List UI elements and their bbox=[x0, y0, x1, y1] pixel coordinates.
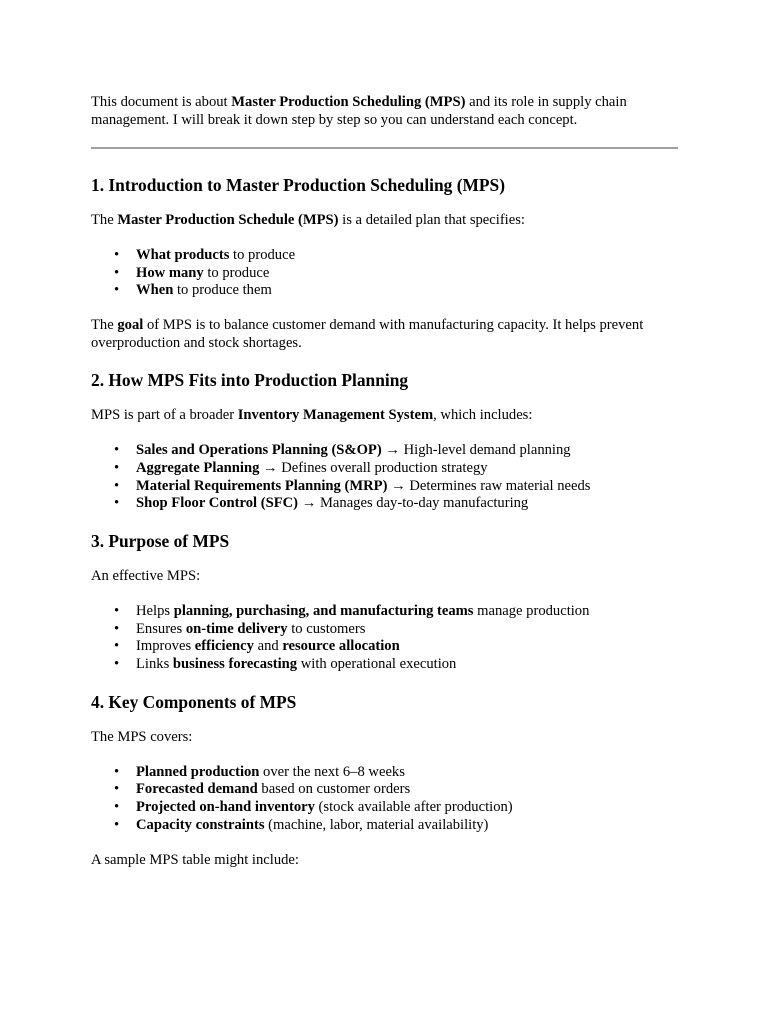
item-text: manage production bbox=[473, 602, 590, 619]
bold-text: goal bbox=[117, 317, 144, 334]
list-item bbox=[114, 799, 678, 817]
section-heading: 3. Purpose of MPS bbox=[91, 531, 230, 552]
bullet-icon: • bbox=[114, 638, 120, 655]
list-item bbox=[114, 246, 678, 265]
text: is a detailed plan that specifies: bbox=[338, 212, 525, 229]
list-item bbox=[114, 620, 678, 639]
item-text: Links bbox=[136, 656, 173, 673]
paragraph bbox=[91, 407, 678, 425]
bullet-list bbox=[91, 247, 678, 300]
horizontal-rule bbox=[91, 147, 678, 149]
list-item bbox=[114, 264, 678, 283]
item-bold: business forecasting bbox=[172, 656, 298, 673]
bullet-icon: • bbox=[114, 816, 120, 833]
list-item bbox=[114, 495, 678, 513]
item-bold: How many bbox=[136, 264, 204, 281]
list-item bbox=[114, 459, 678, 478]
item-text: Ensures bbox=[136, 620, 186, 637]
list-item bbox=[114, 441, 678, 460]
bullet-list bbox=[91, 442, 678, 513]
paragraph: An effective MPS: bbox=[91, 568, 201, 585]
bullet-icon: • bbox=[114, 441, 120, 458]
bold-text: Inventory Management System bbox=[237, 407, 434, 424]
item-bold: Shop Floor Control (SFC) bbox=[136, 495, 299, 512]
list-item bbox=[114, 282, 678, 300]
list-item bbox=[114, 656, 678, 674]
item-bold: Sales and Operations Planning (S&OP) bbox=[136, 441, 382, 458]
item-text: Improves bbox=[136, 638, 195, 655]
section-heading: 2. How MPS Fits into Production Planning bbox=[91, 370, 409, 391]
item-bold: on-time delivery bbox=[185, 620, 288, 637]
item-text: over the next 6–8 weeks bbox=[259, 763, 405, 780]
bullet-icon: • bbox=[114, 656, 120, 673]
item-bold: Forecasted demand bbox=[136, 781, 258, 798]
item-text: and bbox=[253, 638, 283, 655]
item-text: → Manages day-to-day manufacturing bbox=[298, 495, 529, 512]
list-item bbox=[114, 638, 678, 656]
item-bold: What products bbox=[136, 246, 230, 263]
bullet-icon: • bbox=[114, 799, 120, 816]
item-bold: efficiency bbox=[194, 638, 254, 655]
item-bold: Material Requirements Planning (MRP) bbox=[136, 477, 388, 494]
item-text: (machine, labor, material availability) bbox=[264, 816, 489, 833]
item-bold: resource allocation bbox=[282, 638, 400, 655]
item-text: → Defines overall production strategy bbox=[259, 459, 488, 476]
item-text: → Determines raw material needs bbox=[387, 477, 591, 494]
item-bold: Projected on-hand inventory bbox=[136, 799, 315, 816]
item-bold: Aggregate Planning bbox=[136, 459, 260, 476]
bullet-icon: • bbox=[114, 495, 120, 512]
bold-text: Master Production Schedule (MPS) bbox=[117, 212, 339, 229]
item-text: Helps bbox=[136, 602, 174, 619]
bullet-icon: • bbox=[114, 264, 120, 281]
item-text: → High-level demand planning bbox=[381, 441, 571, 458]
intro-text: and its role in supply chain management. I will break it down step by step so you can understand each concept. bbox=[91, 94, 627, 128]
list-item bbox=[114, 816, 678, 835]
bullet-icon: • bbox=[114, 602, 120, 619]
item-text: to produce them bbox=[173, 282, 272, 299]
list-item bbox=[114, 477, 678, 496]
item-text: (stock available after production) bbox=[314, 799, 513, 816]
intro-bold: Master Production Scheduling (MPS) bbox=[231, 94, 466, 110]
text: The bbox=[91, 212, 118, 229]
item-text: based on customer orders bbox=[257, 781, 411, 798]
intro-text: This document is about bbox=[91, 94, 232, 110]
bullet-icon: • bbox=[114, 620, 120, 637]
bullet-icon: • bbox=[114, 246, 120, 263]
text: of MPS is to balance customer demand with manufacturing capacity. It helps prevent overproduction and stock shortages. bbox=[91, 317, 644, 351]
bullet-icon: • bbox=[114, 781, 120, 798]
item-bold: When bbox=[136, 282, 174, 299]
paragraph: A sample MPS table might include: bbox=[91, 851, 299, 868]
list-item bbox=[114, 781, 678, 799]
item-text: to customers bbox=[287, 620, 366, 637]
list-item bbox=[114, 602, 678, 621]
intro-paragraph bbox=[91, 94, 678, 129]
bullet-icon: • bbox=[114, 282, 120, 299]
bullet-list bbox=[91, 603, 678, 674]
section-heading: 4. Key Components of MPS bbox=[91, 691, 297, 712]
section-heading: 1. Introduction to Master Production Scheduling (MPS) bbox=[91, 175, 506, 196]
bullet-icon: • bbox=[114, 477, 120, 494]
item-bold: planning, purchasing, and manufacturing teams bbox=[173, 602, 474, 619]
item-text: to produce bbox=[203, 264, 270, 281]
text: , which includes: bbox=[433, 407, 533, 424]
bullet-icon: • bbox=[114, 459, 120, 476]
bullet-list bbox=[91, 764, 678, 835]
item-bold: Planned production bbox=[136, 763, 260, 780]
text: MPS is part of a broader bbox=[91, 407, 238, 424]
bullet-icon: • bbox=[114, 763, 120, 780]
paragraph bbox=[91, 317, 678, 352]
text: The bbox=[91, 317, 118, 334]
list-item bbox=[114, 763, 678, 782]
item-bold: Capacity constraints bbox=[136, 816, 265, 833]
item-text: to produce bbox=[229, 246, 296, 263]
item-text: with operational execution bbox=[297, 656, 457, 673]
paragraph bbox=[91, 212, 678, 230]
paragraph: The MPS covers: bbox=[91, 728, 193, 745]
